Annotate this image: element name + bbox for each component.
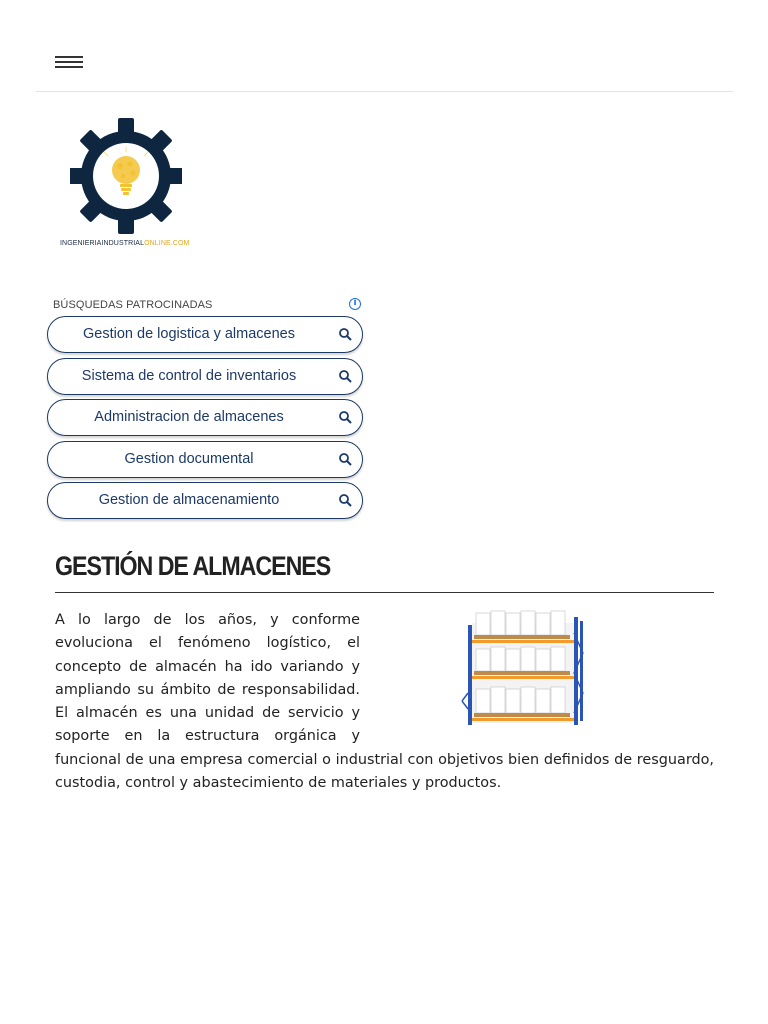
sponsored-header (47, 296, 365, 316)
sponsored-search-button[interactable] (47, 399, 363, 436)
article-content (55, 548, 714, 795)
logo-text: INGENIERIAINDUSTRIALONLINE.COM (60, 240, 190, 247)
search-icon (338, 493, 353, 508)
search-icon (338, 452, 353, 467)
article-paragraph: A lo largo de los años, y conforme evoluciona el fenómeno logístico, el concepto de almacén ha ido variando y ampliando su ámbito de responsabilidad. El almacén es una unidad de servicio y soporte en la estructura orgánica y funcional de una empresa comercial o industrial con objetivos bien definidos de resguardo, custodia, control y abastecimiento de materiales y productos. (55, 612, 714, 792)
hamburger-menu-icon[interactable] (55, 56, 83, 72)
gear-lightbulb-icon (70, 118, 182, 234)
page-title: GESTIÓN DE ALMACENES (55, 551, 331, 581)
sponsored-title: BÚSQUEDAS PATROCINADAS (53, 299, 213, 311)
info-icon[interactable]: i (349, 298, 361, 310)
sponsored-searches (47, 296, 365, 524)
top-bar (36, 0, 733, 92)
search-icon (338, 369, 353, 384)
sponsored-search-label: Gestion de almacenamiento (98, 492, 280, 508)
sponsored-search-label: Sistema de control de inventarios (81, 367, 297, 384)
warehouse-rack-icon (458, 603, 588, 729)
search-icon (338, 410, 353, 425)
article-body (55, 609, 714, 795)
title-divider (55, 592, 714, 593)
sponsored-search-label: Administracion de almacenes (94, 409, 284, 425)
search-icon (338, 327, 353, 342)
warehouse-shelves-illustration (370, 603, 714, 729)
sponsored-search-label: Gestion de logistica y almacenes (83, 326, 295, 342)
sponsored-search-button[interactable] (47, 316, 363, 353)
site-logo[interactable] (58, 118, 198, 254)
sponsored-search-button[interactable] (47, 482, 363, 519)
sponsored-search-label: Gestion documental (124, 450, 254, 467)
sponsored-search-button[interactable] (47, 358, 363, 395)
sponsored-search-button[interactable] (47, 441, 363, 478)
